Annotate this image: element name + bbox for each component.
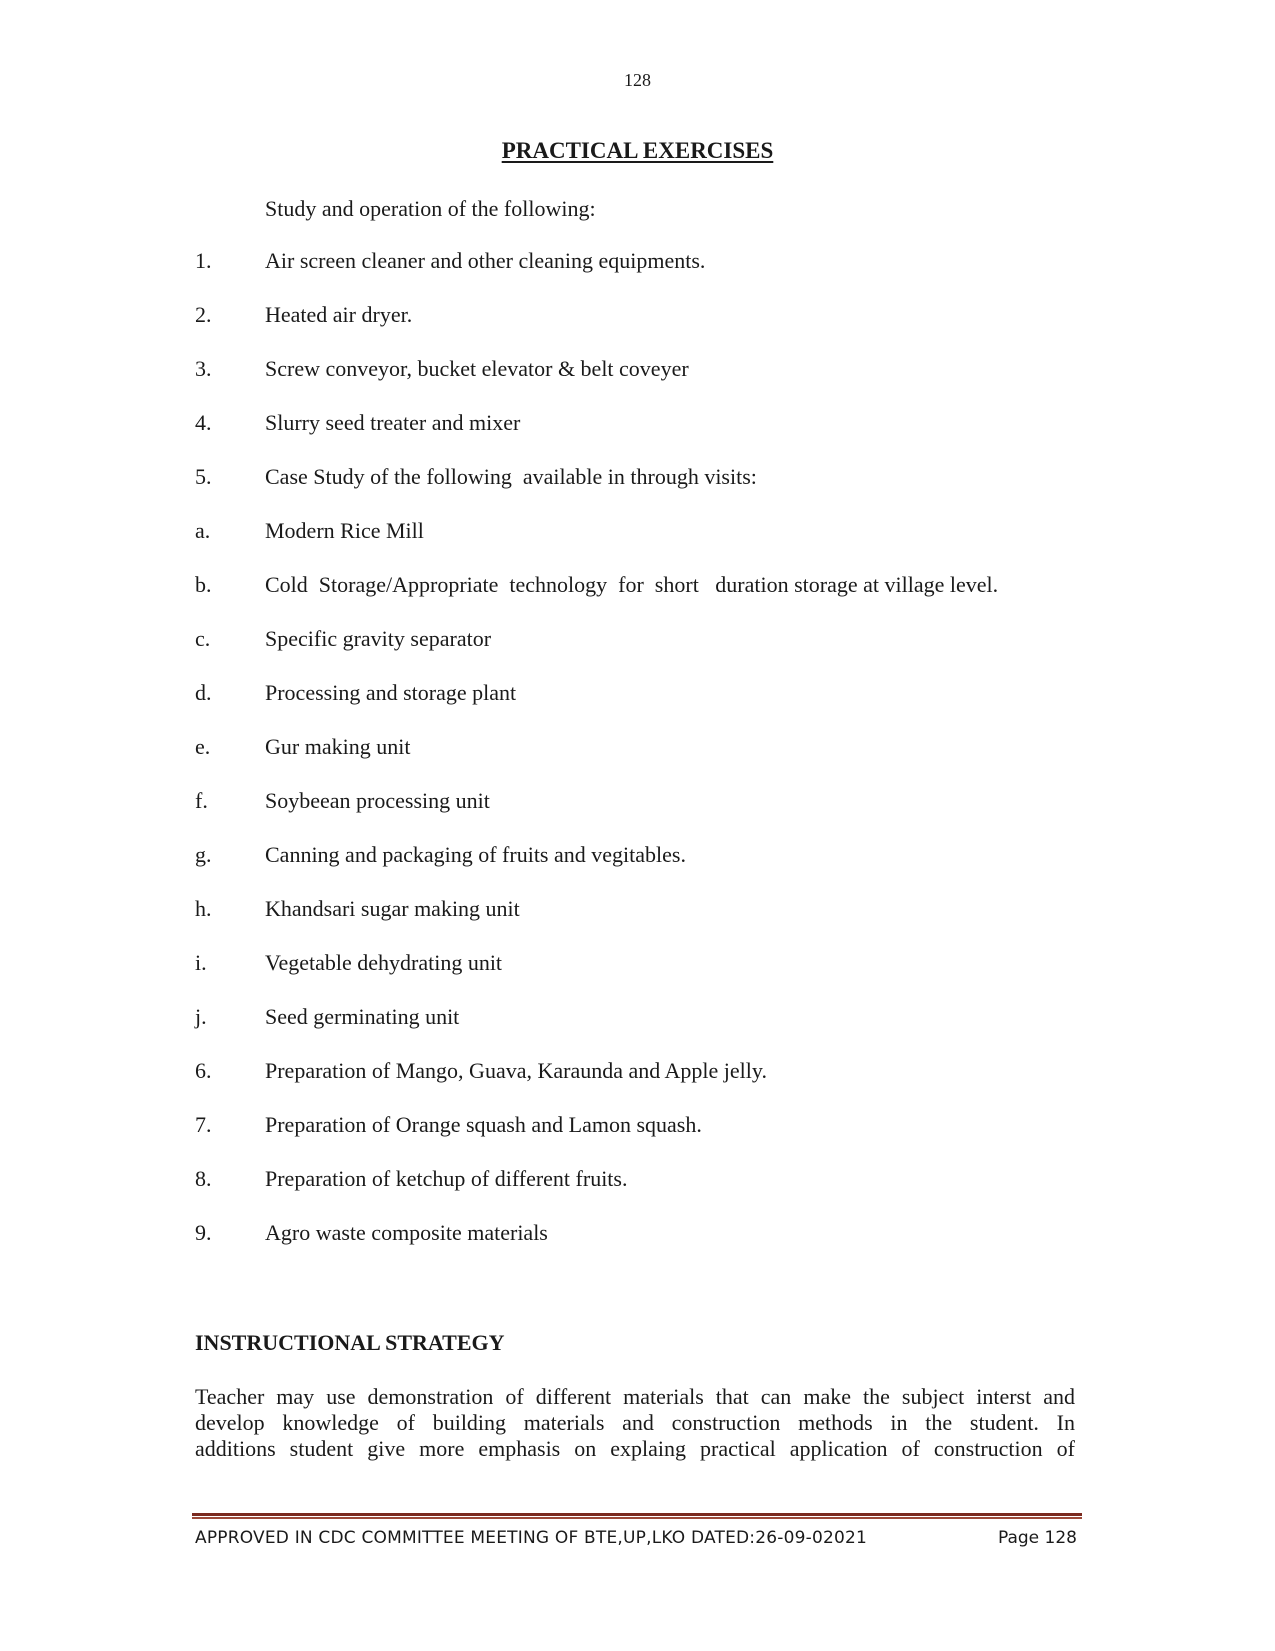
list-item-text: Cold Storage/Appropriate technology for short duration storage at village level. (265, 572, 999, 597)
list-item (195, 1220, 1095, 1274)
list-item (195, 842, 1095, 896)
list-item-text: Modern Rice Mill (265, 518, 424, 543)
footer-page-label: Page 128 (997, 1528, 1077, 1548)
list-marker: b. (195, 572, 212, 597)
paragraph-line: develop knowledge of building materials and construction methods in the student. In (195, 1410, 1075, 1435)
list-item-text: Soybeean processing unit (265, 788, 490, 813)
instructional-strategy-paragraph (195, 1384, 1075, 1462)
list-item (195, 518, 1095, 572)
list-item-text: Agro waste composite materials (265, 1220, 548, 1245)
footer-divider (192, 1513, 1082, 1520)
list-item (195, 626, 1095, 680)
list-item (195, 680, 1095, 734)
list-item (195, 464, 1095, 518)
list-marker: g. (195, 842, 212, 867)
list-marker: 7. (195, 1112, 212, 1137)
list-item (195, 572, 1095, 626)
list-marker: a. (195, 518, 211, 543)
list-item (195, 1004, 1095, 1058)
list-item-text: Processing and storage plant (265, 680, 517, 705)
list-item-text: Heated air dryer. (265, 302, 413, 327)
list-item-text: Preparation of Mango, Guava, Karaunda and Apple jelly. (265, 1058, 767, 1083)
list-item-text: Preparation of ketchup of different fruits. (265, 1166, 628, 1191)
list-marker: 1. (195, 248, 212, 273)
list-item-text: Air screen cleaner and other cleaning equipments. (265, 248, 706, 273)
list-item (195, 356, 1095, 410)
list-item (195, 788, 1095, 842)
list-marker: 8. (195, 1166, 212, 1191)
list-item-text: Specific gravity separator (265, 626, 492, 651)
list-item-text: Slurry seed treater and mixer (265, 410, 521, 435)
list-item (195, 302, 1095, 356)
list-item-text: Vegetable dehydrating unit (265, 950, 503, 975)
intro-text: Study and operation of the following: (265, 196, 596, 221)
list-item-text: Gur making unit (265, 734, 411, 759)
list-item-text: Canning and packaging of fruits and vegitables. (265, 842, 686, 867)
list-marker: h. (195, 896, 212, 921)
list-item (195, 410, 1095, 464)
list-item (195, 1166, 1095, 1220)
list-marker: i. (195, 950, 207, 975)
list-marker: 2. (195, 302, 212, 327)
list-item (195, 1112, 1095, 1166)
list-marker: j. (195, 1004, 207, 1029)
list-marker: f. (195, 788, 208, 813)
list-marker: c. (195, 626, 211, 651)
list-item (195, 248, 1095, 302)
list-item-text: Case Study of the following available in through visits: (265, 464, 757, 489)
list-marker: e. (195, 734, 211, 759)
list-item-text: Seed germinating unit (265, 1004, 460, 1029)
list-marker: d. (195, 680, 212, 705)
exercise-list (195, 248, 1095, 1274)
list-item-text: Screw conveyor, bucket elevator & belt coveyer (265, 356, 689, 381)
list-marker: 9. (195, 1220, 212, 1245)
list-item-text: Khandsari sugar making unit (265, 896, 520, 921)
list-marker: 6. (195, 1058, 212, 1083)
list-marker: 3. (195, 356, 212, 381)
paragraph-line: additions student give more emphasis on explaing practical application of construction of (195, 1436, 1075, 1461)
list-item (195, 1058, 1095, 1112)
list-marker: 5. (195, 464, 212, 489)
instructional-strategy-heading: INSTRUCTIONAL STRATEGY (195, 1330, 505, 1355)
section-title-practical-exercises: PRACTICAL EXERCISES (501, 138, 774, 163)
footer-approval-text: APPROVED IN CDC COMMITTEE MEETING OF BTE,UP,LKO DATED:26-09-02021 (195, 1528, 868, 1548)
paragraph-line: Teacher may use demonstration of different materials that can make the subject interst and (195, 1384, 1075, 1409)
page-number-top: 128 (624, 70, 651, 90)
list-marker: 4. (195, 410, 212, 435)
list-item (195, 950, 1095, 1004)
list-item (195, 896, 1095, 950)
list-item (195, 734, 1095, 788)
list-item-text: Preparation of Orange squash and Lamon squash. (265, 1112, 702, 1137)
